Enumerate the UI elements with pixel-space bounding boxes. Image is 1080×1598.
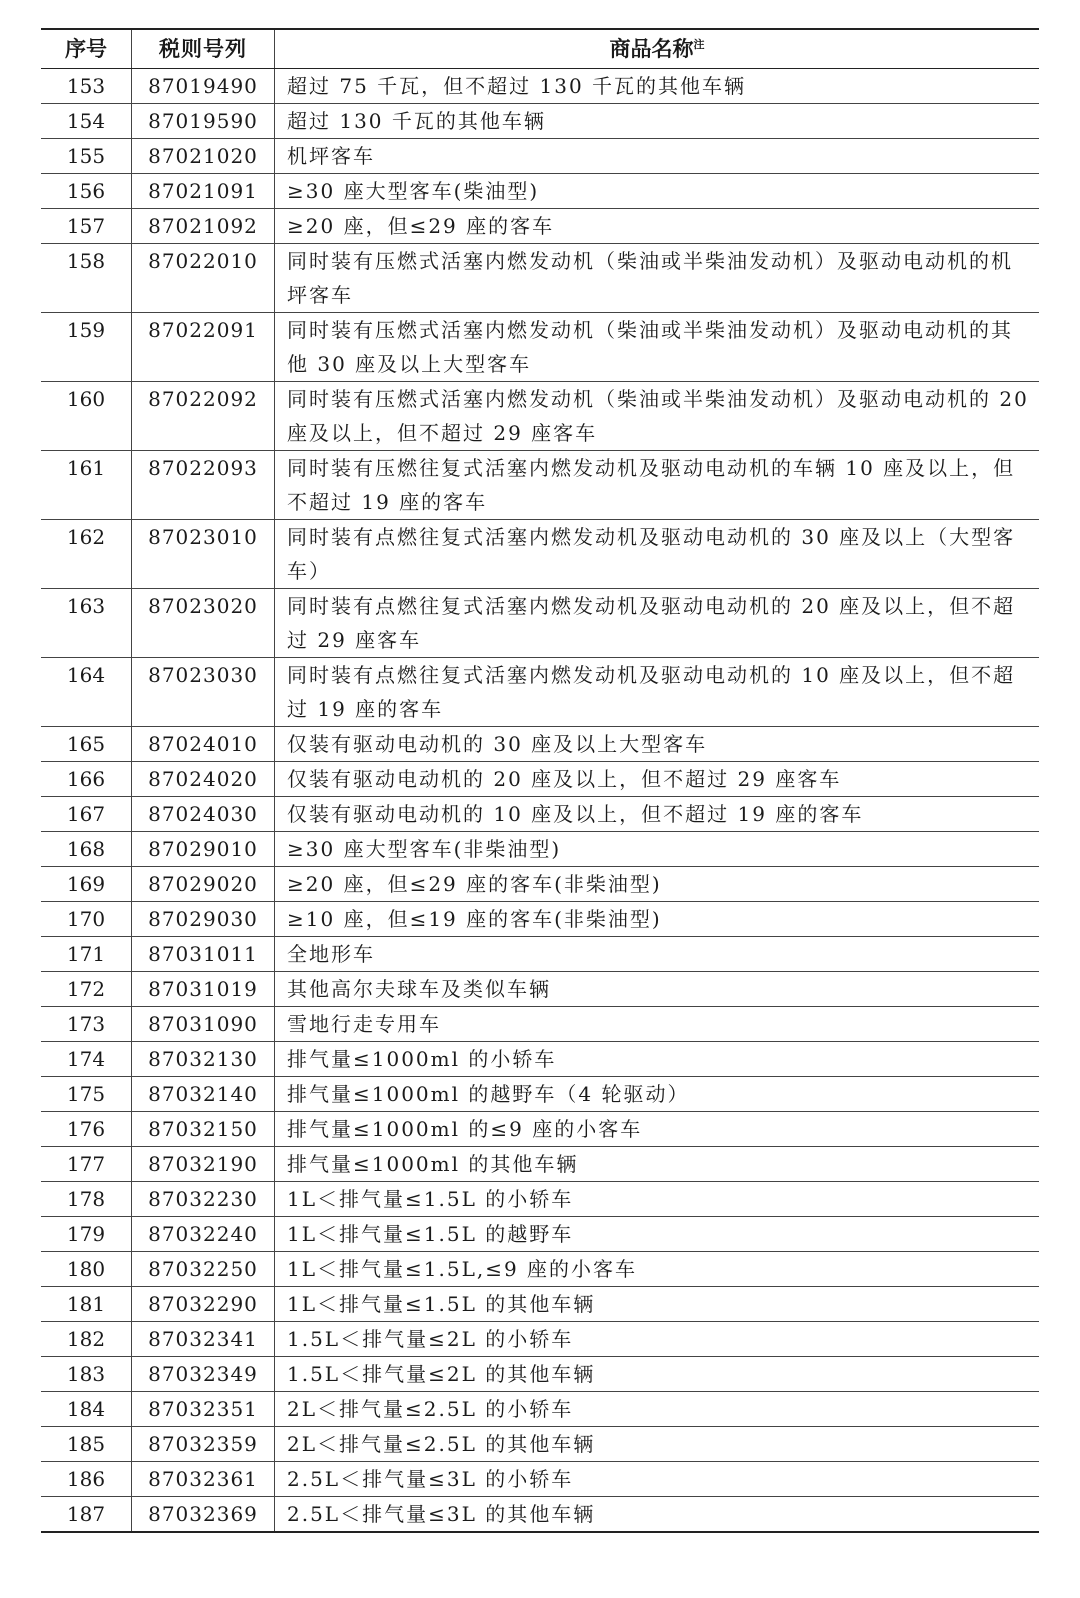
row-commodity-name: 排气量≤1000ml 的≤9 座的小客车 <box>275 1112 1040 1147</box>
row-commodity-name: 2L＜排气量≤2.5L 的其他车辆 <box>275 1427 1040 1462</box>
row-index: 181 <box>41 1287 132 1322</box>
row-commodity-name: 排气量≤1000ml 的越野车（4 轮驱动） <box>275 1077 1040 1112</box>
row-tariff-code: 87032130 <box>132 1042 275 1077</box>
row-index: 183 <box>41 1357 132 1392</box>
row-commodity-name: 同时装有压燃式活塞内燃发动机（柴油或半柴油发动机）及驱动电动机的 20 座及以上，但不超过 29 座客车 <box>275 382 1040 451</box>
row-commodity-name: 排气量≤1000ml 的其他车辆 <box>275 1147 1040 1182</box>
table-row <box>41 727 1039 762</box>
row-index: 153 <box>41 69 132 104</box>
table-row <box>41 832 1039 867</box>
row-tariff-code: 87022091 <box>132 313 275 382</box>
header-tariff-code: 税则号列 <box>132 29 275 69</box>
row-tariff-code: 87032250 <box>132 1252 275 1287</box>
row-commodity-name: 1.5L＜排气量≤2L 的其他车辆 <box>275 1357 1040 1392</box>
row-commodity-name: 同时装有压燃往复式活塞内燃发动机及驱动电动机的车辆 10 座及以上，但不超过 19 座的客车 <box>275 451 1040 520</box>
row-commodity-name: 1L＜排气量≤1.5L 的其他车辆 <box>275 1287 1040 1322</box>
table-row <box>41 1322 1039 1357</box>
row-tariff-code: 87024020 <box>132 762 275 797</box>
header-row <box>41 29 1039 69</box>
row-commodity-name: 仅装有驱动电动机的 20 座及以上，但不超过 29 座客车 <box>275 762 1040 797</box>
row-index: 160 <box>41 382 132 451</box>
row-tariff-code: 87032190 <box>132 1147 275 1182</box>
row-commodity-name: ≥20 座，但≤29 座的客车 <box>275 209 1040 244</box>
row-commodity-name: 超过 130 千瓦的其他车辆 <box>275 104 1040 139</box>
row-tariff-code: 87019590 <box>132 104 275 139</box>
table-row <box>41 1252 1039 1287</box>
row-tariff-code: 87032361 <box>132 1462 275 1497</box>
row-tariff-code: 87032351 <box>132 1392 275 1427</box>
row-tariff-code: 87029010 <box>132 832 275 867</box>
row-tariff-code: 87032230 <box>132 1182 275 1217</box>
row-tariff-code: 87022010 <box>132 244 275 313</box>
row-index: 182 <box>41 1322 132 1357</box>
row-commodity-name: ≥20 座，但≤29 座的客车(非柴油型) <box>275 867 1040 902</box>
table-row <box>41 937 1039 972</box>
table-row <box>41 1007 1039 1042</box>
row-commodity-name: 同时装有点燃往复式活塞内燃发动机及驱动电动机的 10 座及以上，但不超过 19 座的客车 <box>275 658 1040 727</box>
row-index: 167 <box>41 797 132 832</box>
row-commodity-name: 全地形车 <box>275 937 1040 972</box>
row-commodity-name: ≥10 座，但≤19 座的客车(非柴油型) <box>275 902 1040 937</box>
table-row <box>41 867 1039 902</box>
table-row <box>41 451 1039 520</box>
row-tariff-code: 87031090 <box>132 1007 275 1042</box>
row-commodity-name: 2.5L＜排气量≤3L 的小轿车 <box>275 1462 1040 1497</box>
row-commodity-name: 同时装有点燃往复式活塞内燃发动机及驱动电动机的 30 座及以上（大型客车） <box>275 520 1040 589</box>
table-row <box>41 520 1039 589</box>
table-row <box>41 69 1039 104</box>
row-index: 161 <box>41 451 132 520</box>
row-index: 173 <box>41 1007 132 1042</box>
table-row <box>41 1147 1039 1182</box>
row-commodity-name: 雪地行走专用车 <box>275 1007 1040 1042</box>
row-tariff-code: 87023010 <box>132 520 275 589</box>
row-commodity-name: 1L＜排气量≤1.5L 的小轿车 <box>275 1182 1040 1217</box>
row-commodity-name: 仅装有驱动电动机的 10 座及以上，但不超过 19 座的客车 <box>275 797 1040 832</box>
header-commodity-name <box>275 29 1040 69</box>
row-index: 157 <box>41 209 132 244</box>
row-commodity-name: 机坪客车 <box>275 139 1040 174</box>
row-tariff-code: 87032150 <box>132 1112 275 1147</box>
row-tariff-code: 87029020 <box>132 867 275 902</box>
row-index: 164 <box>41 658 132 727</box>
tariff-table <box>41 28 1039 1533</box>
row-index: 154 <box>41 104 132 139</box>
header-index: 序号 <box>41 29 132 69</box>
table-row <box>41 972 1039 1007</box>
row-tariff-code: 87031019 <box>132 972 275 1007</box>
row-index: 170 <box>41 902 132 937</box>
row-index: 168 <box>41 832 132 867</box>
row-index: 166 <box>41 762 132 797</box>
row-index: 155 <box>41 139 132 174</box>
table-row <box>41 902 1039 937</box>
header-note-mark: 注 <box>693 38 705 51</box>
row-tariff-code: 87022092 <box>132 382 275 451</box>
table-row <box>41 1077 1039 1112</box>
row-commodity-name: 1L＜排气量≤1.5L 的越野车 <box>275 1217 1040 1252</box>
table-row <box>41 209 1039 244</box>
row-commodity-name: 2.5L＜排气量≤3L 的其他车辆 <box>275 1497 1040 1533</box>
row-index: 176 <box>41 1112 132 1147</box>
row-index: 172 <box>41 972 132 1007</box>
table-row <box>41 1112 1039 1147</box>
row-index: 162 <box>41 520 132 589</box>
table-row <box>41 658 1039 727</box>
row-index: 179 <box>41 1217 132 1252</box>
table-row <box>41 589 1039 658</box>
row-index: 165 <box>41 727 132 762</box>
table-row <box>41 1497 1039 1533</box>
row-commodity-name: 1.5L＜排气量≤2L 的小轿车 <box>275 1322 1040 1357</box>
row-index: 171 <box>41 937 132 972</box>
table-body <box>41 69 1039 1533</box>
table-row <box>41 1217 1039 1252</box>
row-tariff-code: 87032359 <box>132 1427 275 1462</box>
row-commodity-name: 1L＜排气量≤1.5L,≤9 座的小客车 <box>275 1252 1040 1287</box>
table-row <box>41 1462 1039 1497</box>
row-index: 159 <box>41 313 132 382</box>
row-commodity-name: 排气量≤1000ml 的小轿车 <box>275 1042 1040 1077</box>
table-row <box>41 1287 1039 1322</box>
row-index: 158 <box>41 244 132 313</box>
table-row <box>41 139 1039 174</box>
row-commodity-name: 同时装有压燃式活塞内燃发动机（柴油或半柴油发动机）及驱动电动机的其他 30 座及以上大型客车 <box>275 313 1040 382</box>
row-tariff-code: 87022093 <box>132 451 275 520</box>
row-tariff-code: 87021092 <box>132 209 275 244</box>
table-row <box>41 382 1039 451</box>
row-commodity-name: ≥30 座大型客车(柴油型) <box>275 174 1040 209</box>
header-commodity-name-text: 商品名称 <box>609 37 694 61</box>
row-tariff-code: 87019490 <box>132 69 275 104</box>
row-tariff-code: 87023030 <box>132 658 275 727</box>
row-index: 174 <box>41 1042 132 1077</box>
row-index: 177 <box>41 1147 132 1182</box>
row-tariff-code: 87029030 <box>132 902 275 937</box>
row-tariff-code: 87024010 <box>132 727 275 762</box>
table-row <box>41 1357 1039 1392</box>
row-index: 178 <box>41 1182 132 1217</box>
table-row <box>41 174 1039 209</box>
row-tariff-code: 87032341 <box>132 1322 275 1357</box>
table-row <box>41 762 1039 797</box>
row-tariff-code: 87021091 <box>132 174 275 209</box>
table-header <box>41 29 1039 69</box>
row-commodity-name: 2L＜排气量≤2.5L 的小轿车 <box>275 1392 1040 1427</box>
row-commodity-name: 超过 75 千瓦，但不超过 130 千瓦的其他车辆 <box>275 69 1040 104</box>
table-row <box>41 313 1039 382</box>
table-row <box>41 1392 1039 1427</box>
row-tariff-code: 87032369 <box>132 1497 275 1533</box>
row-index: 185 <box>41 1427 132 1462</box>
tariff-document-page <box>41 28 1039 1533</box>
row-tariff-code: 87032240 <box>132 1217 275 1252</box>
table-row <box>41 104 1039 139</box>
row-index: 156 <box>41 174 132 209</box>
table-row <box>41 1042 1039 1077</box>
row-tariff-code: 87031011 <box>132 937 275 972</box>
row-tariff-code: 87024030 <box>132 797 275 832</box>
row-commodity-name: 其他高尔夫球车及类似车辆 <box>275 972 1040 1007</box>
table-row <box>41 1427 1039 1462</box>
row-commodity-name: 同时装有点燃往复式活塞内燃发动机及驱动电动机的 20 座及以上，但不超过 29 座客车 <box>275 589 1040 658</box>
row-index: 175 <box>41 1077 132 1112</box>
row-index: 187 <box>41 1497 132 1533</box>
row-tariff-code: 87023020 <box>132 589 275 658</box>
row-commodity-name: ≥30 座大型客车(非柴油型) <box>275 832 1040 867</box>
row-tariff-code: 87032290 <box>132 1287 275 1322</box>
row-commodity-name: 同时装有压燃式活塞内燃发动机（柴油或半柴油发动机）及驱动电动机的机坪客车 <box>275 244 1040 313</box>
row-tariff-code: 87021020 <box>132 139 275 174</box>
row-commodity-name: 仅装有驱动电动机的 30 座及以上大型客车 <box>275 727 1040 762</box>
row-index: 186 <box>41 1462 132 1497</box>
table-row <box>41 1182 1039 1217</box>
row-index: 184 <box>41 1392 132 1427</box>
table-row <box>41 244 1039 313</box>
row-index: 163 <box>41 589 132 658</box>
row-tariff-code: 87032140 <box>132 1077 275 1112</box>
row-index: 169 <box>41 867 132 902</box>
row-index: 180 <box>41 1252 132 1287</box>
table-row <box>41 797 1039 832</box>
row-tariff-code: 87032349 <box>132 1357 275 1392</box>
